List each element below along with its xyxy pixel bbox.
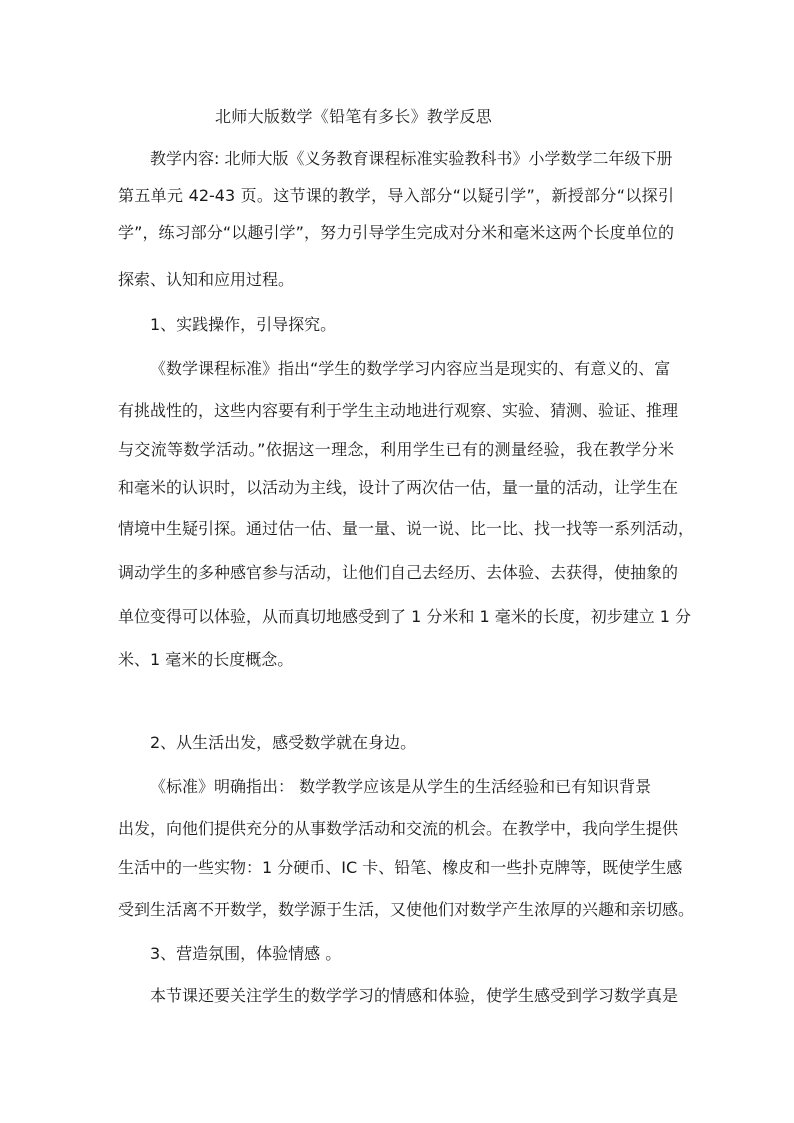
paragraph-line: 调动学生的多种感官参与活动，让他们自己去经历、去体验、去获得，使抽象的	[118, 563, 679, 582]
document-title: 北师大版数学《铅笔有多长》教学反思	[215, 107, 493, 126]
paragraph-line: 《标准》明确指出： 数学教学应该是从学生的生活经验和已有知识背景	[150, 777, 652, 796]
paragraph-line: 米、1 毫米的长度概念。	[118, 650, 294, 669]
section-heading: 2、从生活出发，感受数学就在身边。	[150, 733, 417, 752]
paragraph-line: 探索、认知和应用过程。	[118, 270, 295, 289]
paragraph-line: 情境中生疑引探。通过估一估、量一量、说一说、比一比、找一找等一系列活动，	[118, 519, 695, 538]
paragraph-line: 第五单元 42-43 页。这节课的教学，导入部分“以疑引学”，新授部分“以探引	[118, 186, 674, 205]
paragraph-line: 学”，练习部分“以趣引学”，努力引导学生完成对分米和毫米这两个长度单位的	[118, 223, 674, 242]
paragraph-line: 有挑战性的，这些内容要有利于学生主动地进行观察、实验、猜测、验证、推理	[118, 401, 679, 420]
section-heading: 1、实践操作，引导探究。	[150, 315, 337, 334]
paragraph-line: 与交流等数学活动。”依据这一理念，利用学生已有的测量经验，我在教学分米	[118, 440, 674, 459]
paragraph-line: 生活中的一些实物：1 分硬币、IC 卡、铅笔、橡皮和一些扑克牌等，既使学生感	[118, 858, 683, 877]
section-heading: 3、营造氛围，体验情感 。	[150, 944, 342, 963]
paragraph-line: 本节课还要关注学生的数学学习的情感和体验，使学生感受到学习数学真是	[150, 986, 679, 1005]
paragraph-line: 《数学课程标准》指出“学生的数学学习内容应当是现实的、有意义的、富	[150, 359, 671, 378]
paragraph-line: 出发，向他们提供充分的从事数学活动和交流的机会。在教学中，我向学生提供	[118, 819, 679, 838]
paragraph-line: 和毫米的认识时，以活动为主线，设计了两次估一估，量一量的活动，让学生在	[118, 478, 679, 497]
paragraph-line: 单位变得可以体验，从而真切地感受到了 1 分米和 1 毫米的长度，初步建立 1 分	[118, 607, 692, 626]
paragraph-line: 教学内容: 北师大版《义务教育课程标准实验教科书》小学数学二年级下册	[150, 149, 673, 168]
paragraph-line: 受到生活离不开数学，数学源于生活，又使他们对数学产生浓厚的兴趣和亲切感。	[118, 900, 695, 919]
